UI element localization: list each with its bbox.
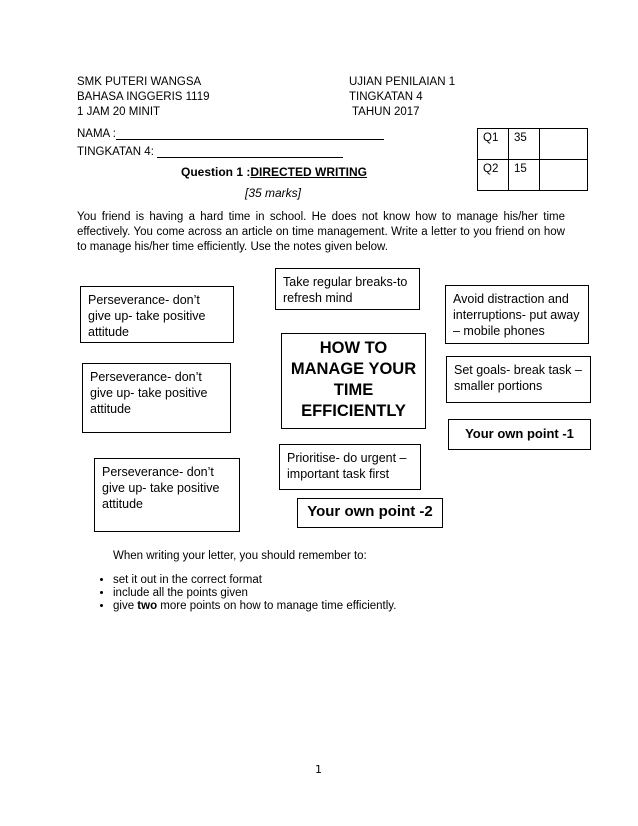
list-item: • set it out in the correct format (113, 574, 396, 587)
question-title (181, 165, 367, 179)
instructions-paragraph: You friend is having a hard time in school. He does not know how to manage his/her time effectively. You come across an article on time management. Write a letter to you friend on how to manage his/her time efficiently. Use the notes given below. (77, 211, 565, 253)
question-cell: Q1 (478, 129, 509, 160)
bullet-text: give (113, 600, 138, 612)
marks-cell: 15 (509, 160, 540, 191)
score-blank-cell[interactable] (540, 160, 588, 191)
name-label: NAMA : (77, 128, 116, 140)
note-avoid-distraction: Avoid distraction and interruptions- put away – mobile phones (445, 285, 589, 344)
exam-name: UJIAN PENILAIAN 1 (349, 76, 456, 88)
note-perseverance-1: Perseverance- don’t give up- take positive attitude (80, 286, 234, 343)
note-prioritise: Prioritise- do urgent – important task first (279, 444, 421, 490)
exam-year: TAHUN 2017 (352, 106, 420, 118)
question-marks: [35 marks] (245, 186, 302, 200)
form-level: TINGKATAN 4 (349, 91, 423, 103)
page-number: 1 (315, 763, 322, 776)
form-label: TINGKATAN 4: (77, 146, 154, 158)
own-point-1-box: Your own point -1 (448, 419, 591, 450)
score-row (478, 129, 588, 160)
note-regular-breaks: Take regular breaks-to refresh mind (275, 268, 420, 310)
mindmap-center-title: HOW TO MANAGE YOUR TIME EFFICIENTLY (281, 333, 426, 429)
bullet-emphasis: two (137, 600, 158, 612)
form-blank-line[interactable] (157, 145, 343, 158)
subject-code: BAHASA INGGERIS 1119 (77, 91, 210, 103)
school-name: SMK PUTERI WANGSA (77, 76, 202, 88)
question-cell: Q2 (478, 160, 509, 191)
form-field-row (77, 145, 343, 158)
marks-cell: 35 (509, 129, 540, 160)
list-item: • include all the points given (113, 587, 396, 600)
reminder-intro: When writing your letter, you should remember to: (113, 550, 367, 562)
score-table (477, 128, 588, 191)
list-item (113, 600, 396, 613)
header-left (77, 75, 210, 120)
reminder-list (77, 574, 396, 613)
bullet-text: more points on how to manage time efficiently. (157, 600, 397, 612)
name-blank-line[interactable] (116, 127, 384, 140)
exam-duration: 1 JAM 20 MINIT (77, 106, 161, 118)
name-field-row (77, 127, 384, 140)
score-row (478, 160, 588, 191)
own-point-2-box: Your own point -2 (297, 498, 443, 528)
score-blank-cell[interactable] (540, 129, 588, 160)
note-perseverance-2: Perseverance- don’t give up- take positive attitude (82, 363, 231, 433)
question-topic: DIRECTED WRITING (250, 165, 368, 179)
note-set-goals: Set goals- break task – smaller portions (446, 356, 591, 403)
question-prefix: Question 1 : (181, 165, 251, 179)
note-perseverance-3: Perseverance- don’t give up- take positive attitude (94, 458, 240, 532)
header-right (349, 75, 455, 120)
